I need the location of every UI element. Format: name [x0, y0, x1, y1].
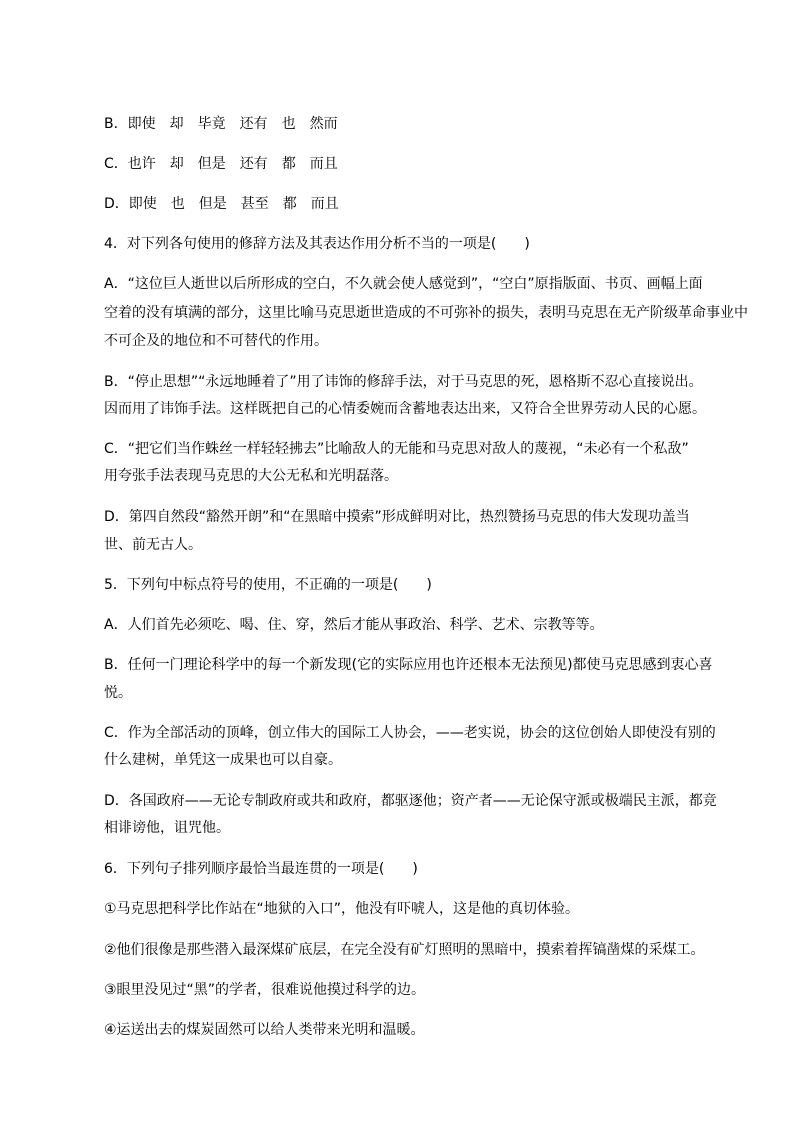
q4-option-a-line-3: 不可企及的地位和不可替代的作用。 [104, 333, 328, 349]
q4-option-d-line-1: D．第四自然段“豁然开朗”和“在黑暗中摸索”形成鲜明对比，热烈赞扬马克思的伟大发现功盖当 [104, 509, 690, 525]
q5-option-c-line-2: 什么建树，单凭这一成果也可以自豪。 [104, 752, 342, 768]
q6-sentence-3: ③眼里没见过“黑”的学者，很难说他摸过科学的边。 [104, 982, 426, 998]
q5-option-b-line-2: 悦。 [104, 685, 132, 701]
q6-sentence-4: ④运送出去的煤炭固然可以给人类带来光明和温暖。 [104, 1022, 425, 1038]
question-4-stem: 4．对下列各句使用的修辞方法及其表达作用分析不当的一项是( ) [104, 236, 530, 252]
q5-option-a: A．人们首先必须吃、喝、住、穿，然后才能从事政治、科学、艺术、宗教等等。 [104, 617, 604, 633]
question-6-stem: 6．下列句子排列顺序最恰当最连贯的一项是( ) [104, 861, 418, 877]
q4-option-b-line-2: 因而用了讳饰手法。这样既把自己的心情委婉而含蓄地表达出来，又符合全世界劳动人民的心愿。 [104, 401, 706, 417]
q4-option-c-line-1: C．“把它们当作蛛丝一样轻轻拂去”比喻敌人的无能和马克思对敌人的蔑视，“未必有一个私敌” [104, 441, 689, 457]
option-c-line: C．也许 却 但是 还有 都 而且 [104, 156, 338, 172]
q4-option-a-line-1: A．“这位巨人逝世以后所形成的空白，不久就会使人感觉到”，“空白”原指版面、书页、画幅上面 [104, 276, 703, 292]
q4-option-c-line-2: 用夸张手法表现马克思的大公无私和光明磊落。 [104, 468, 398, 484]
q6-sentence-1: ①马克思把科学比作站在“地狱的入口”，他没有吓唬人，这是他的真切体验。 [104, 901, 580, 917]
q6-sentence-2: ②他们很像是那些潜入最深煤矿底层，在完全没有矿灯照明的黑暗中，摸索着挥镐凿煤的采煤工。 [104, 942, 705, 958]
q5-option-d-line-2: 相诽谤他，诅咒他。 [104, 820, 230, 836]
option-b-line: B．即使 却 毕竟 还有 也 然而 [104, 116, 338, 132]
q5-option-b-line-1: B．任何一门理论科学中的每一个新发现(它的实际应用也许还根本无法预见)都使马克思感到衷心喜 [104, 657, 713, 673]
q4-option-a-line-2: 空着的没有填满的部分，这里比喻马克思逝世造成的不可弥补的损失，表明马克思在无产阶级革命事业中 [104, 305, 748, 321]
question-5-stem: 5．下列句中标点符号的使用，不正确的一项是( ) [104, 577, 432, 593]
option-d-line: D．即使 也 但是 甚至 都 而且 [104, 196, 339, 212]
q5-option-c-line-1: C．作为全部活动的顶峰，创立伟大的国际工人协会，——老实说，协会的这位创始人即使没有别的 [104, 725, 716, 741]
q5-option-d-line-1: D．各国政府——无论专制政府或共和政府，都驱逐他；资产者——无论保守派或极端民主派，都竞 [104, 793, 717, 809]
q4-option-d-line-2: 世、前无古人。 [104, 537, 202, 553]
q4-option-b-line-1: B．“停止思想”“永远地睡着了”用了讳饰的修辞手法，对于马克思的死，恩格斯不忍心直接说出。 [104, 374, 703, 390]
